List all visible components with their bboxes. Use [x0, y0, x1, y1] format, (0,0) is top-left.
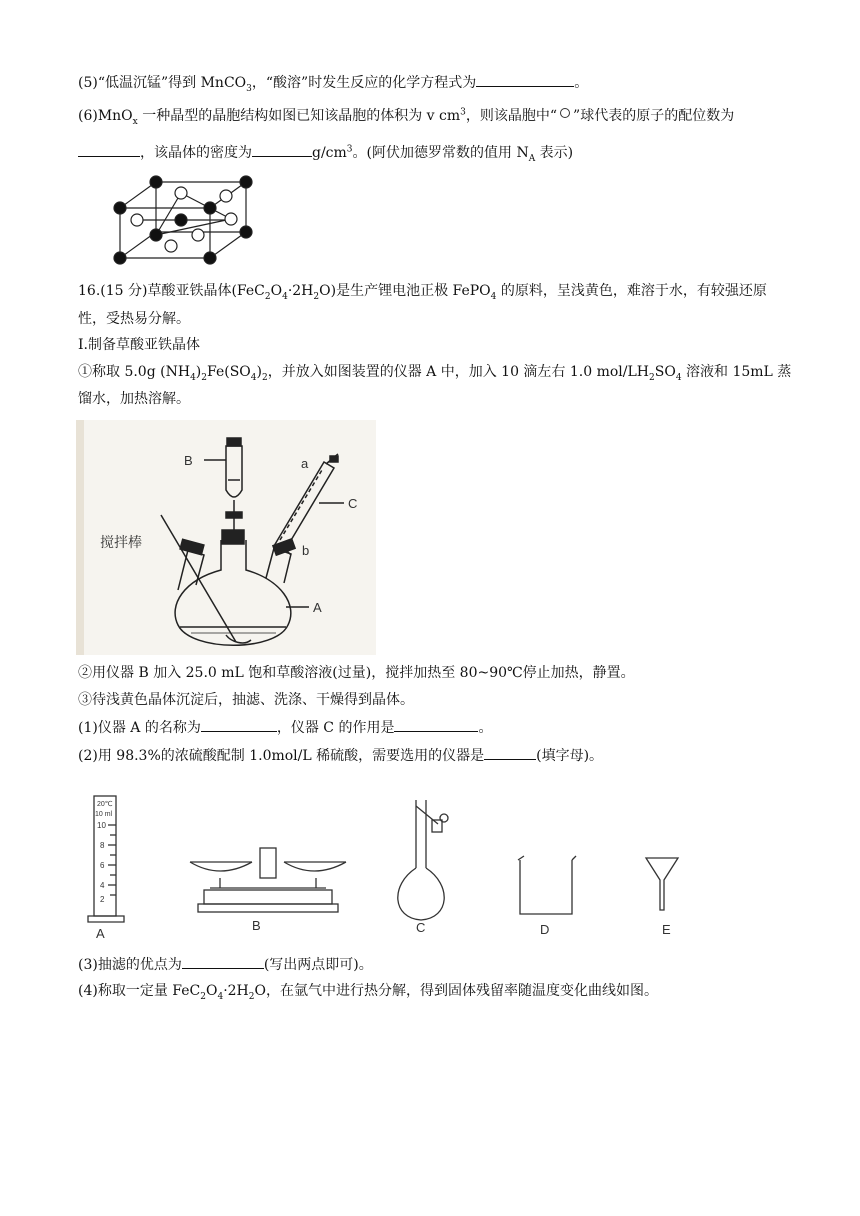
label-stir-rod: 搅拌棒 [100, 534, 142, 550]
answer-blank[interactable] [484, 745, 536, 760]
subquestion-1: (1)仪器 A 的名称为 ，仪器 C 的作用是 。 [78, 717, 492, 738]
label-a: A [313, 600, 322, 615]
cyl-label-temp: 20℃ [97, 801, 113, 808]
crystal-cell-figure [108, 172, 266, 268]
subquestion-2: (2)用 98.3%的浓硫酸配制 1.0mol/L 稀硫酸，需要选用的仪器是 (填字母)。 [78, 745, 603, 766]
label-b-small: b [302, 543, 310, 558]
step-3: ③待浅黄色晶体沉淀后，抽滤、洗涤、干燥得到晶体。 [78, 692, 414, 708]
instrument-label-a: A [96, 926, 105, 940]
instrument-label-d: D [540, 922, 550, 937]
section-heading: Ⅰ.制备草酸亚铁晶体 [78, 337, 200, 353]
cyl-tick: 4 [100, 881, 105, 890]
step-1-line2: 馏水，加热溶解。 [78, 391, 190, 407]
instrument-label-b: B [252, 918, 261, 933]
answer-blank[interactable] [252, 142, 312, 157]
answer-blank[interactable] [78, 142, 140, 157]
answer-blank[interactable] [394, 717, 478, 732]
apparatus-figure [76, 420, 376, 655]
instrument-label-e: E [662, 922, 671, 937]
label-b: B [184, 453, 193, 468]
label-a-top: a [301, 456, 309, 471]
subquestion-4: (4)称取一定量 $FeC_2O_4\cdot 2H_2O$，在氩气中进行热分解，得到固体残留率随温度变化曲线如图。 [78, 983, 658, 1002]
answer-blank[interactable] [476, 72, 574, 87]
step-1: ①称取 5.0g $(NH_4)_2Fe(SO_4)_2$，并放入如图装置的仪器 A 中，加入 10 滴左右 1.0 mol/$LH_2SO_4$ 溶液和 15mL 蒸 [78, 364, 792, 383]
question-16: 16.(15 分)草酸亚铁晶体$(FeC_2O_4\cdot 2H_2O)$是生产锂电池正极 FePO$_4$ 的原料，呈浅黄色，难溶于水，有较强还原 [78, 283, 767, 302]
subquestion-3: (3)抽滤的优点为 (写出两点即可)。 [78, 954, 373, 975]
cyl-label-volume: 10 ml [95, 811, 113, 818]
hollow-ball-icon [560, 108, 570, 118]
cyl-tick: 2 [100, 895, 105, 904]
instrument-label-c: C [416, 920, 426, 935]
cyl-tick: 8 [100, 841, 105, 850]
cyl-tick: 10 [97, 821, 106, 830]
question-5: (5)“低温沉锰”得到 MnCO$_3$，“酸溶”时发生反应的化学方程式为 。 [78, 72, 588, 93]
answer-blank[interactable] [201, 717, 277, 732]
question-6: (6)MnO$_x$ 一种晶型的晶胞结构如图已知该晶胞的体积为 v $cm^3$，则该晶胞中“ ”球代表的原子的配位数为 [78, 107, 735, 127]
answer-blank[interactable] [182, 954, 264, 969]
cyl-tick: 6 [100, 861, 105, 870]
question-6-line2: ，该晶体的密度为 $g/cm^3$。(阿伏加德罗常数的值用 $N_A$ 表示) [78, 142, 573, 163]
instruments-figure [80, 790, 700, 940]
label-c: C [348, 496, 358, 511]
question-16-line2: 性，受热易分解。 [78, 311, 190, 327]
step-2: ②用仪器 B 加入 25.0 mL 饱和草酸溶液(过量)，搅拌加热至 80~90℃停止加热，静置。 [78, 665, 635, 681]
